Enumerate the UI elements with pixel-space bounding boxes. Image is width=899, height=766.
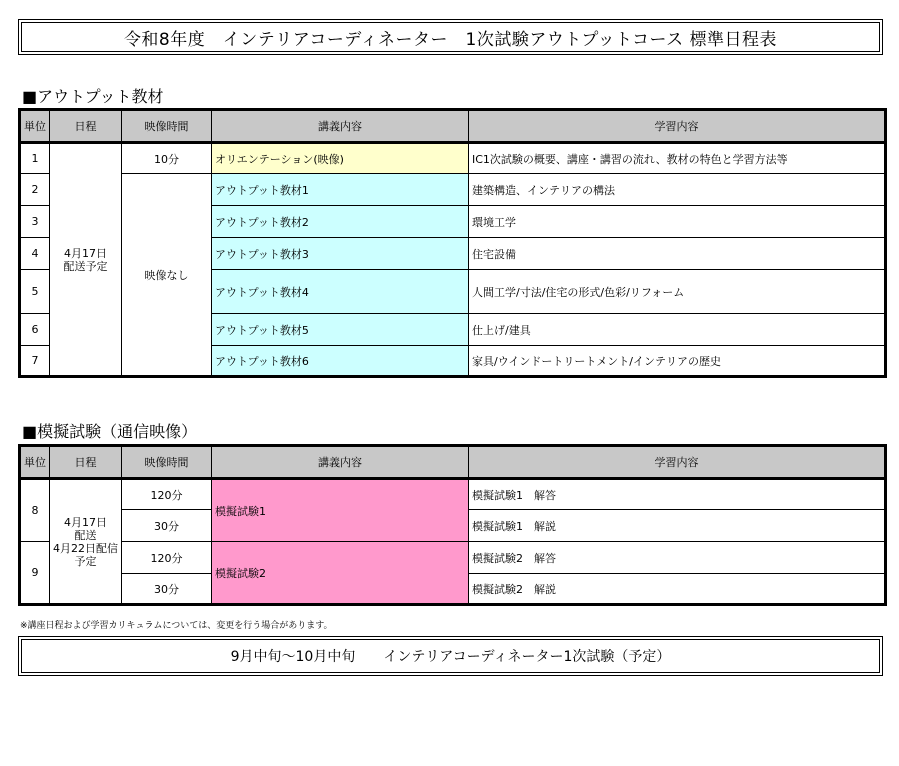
header-unit: 単位 <box>20 446 50 479</box>
schedule-cell <box>50 143 122 377</box>
unit-cell: 9 <box>20 542 50 605</box>
lecture-cell: 模擬試験2 <box>212 542 469 605</box>
content-cell: 人間工学/寸法/住宅の形式/色彩/リフォーム <box>469 270 886 314</box>
header-lecture: 講義内容 <box>212 446 469 479</box>
exam-period-footer: 9月中旬～10月中旬 インテリアコーディネーター1次試験（予定） <box>21 639 880 673</box>
content-cell: 環境工学 <box>469 206 886 238</box>
video-time-cell: 120分 <box>122 542 212 574</box>
unit-cell: 2 <box>20 174 50 206</box>
schedule-line: 4月17日 <box>64 246 107 260</box>
content-cell: 建築構造、インテリアの構法 <box>469 174 886 206</box>
footer-box <box>18 636 883 676</box>
table-row <box>20 174 886 206</box>
header-content: 学習内容 <box>469 110 886 143</box>
unit-cell: 6 <box>20 314 50 346</box>
section-heading-output: ■アウトプット教材 <box>22 87 164 106</box>
video-time-cell: 30分 <box>122 574 212 605</box>
unit-cell: 5 <box>20 270 50 314</box>
lecture-cell: 模擬試験1 <box>212 479 469 542</box>
header-video-time: 映像時間 <box>122 446 212 479</box>
content-cell: 模擬試験2 解説 <box>469 574 886 605</box>
video-time-cell: 30分 <box>122 510 212 542</box>
unit-cell: 1 <box>20 143 50 174</box>
unit-cell: 3 <box>20 206 50 238</box>
schedule-line: 予定 <box>74 554 97 568</box>
video-time-cell: 120分 <box>122 479 212 510</box>
content-cell: 模擬試験1 解答 <box>469 479 886 510</box>
lecture-cell: アウトプット教材4 <box>212 270 469 314</box>
output-materials-table <box>18 108 887 378</box>
section-heading-mock-exam: ■模擬試験（通信映像） <box>22 422 198 441</box>
lecture-cell: アウトプット教材6 <box>212 346 469 377</box>
content-cell: 仕上げ/建具 <box>469 314 886 346</box>
content-cell: 家具/ウインドートリートメント/インテリアの歴史 <box>469 346 886 377</box>
header-video-time: 映像時間 <box>122 110 212 143</box>
change-notice: ※講座日程および学習カリキュラムについては、変更を行う場合があります。 <box>20 621 333 631</box>
content-cell: IC1次試験の概要、講座・講習の流れ、教材の特色と学習方法等 <box>469 143 886 174</box>
table-row <box>20 143 886 174</box>
lecture-cell: アウトプット教材2 <box>212 206 469 238</box>
video-time-cell: 10分 <box>122 143 212 174</box>
header-content: 学習内容 <box>469 446 886 479</box>
content-cell: 模擬試験1 解説 <box>469 510 886 542</box>
header-schedule: 日程 <box>50 446 122 479</box>
header-schedule: 日程 <box>50 110 122 143</box>
lecture-cell: オリエンテーション(映像) <box>212 143 469 174</box>
schedule-line: 配送 <box>74 528 97 542</box>
content-cell: 住宅設備 <box>469 238 886 270</box>
video-time-cell: 映像なし <box>122 174 212 377</box>
unit-cell: 4 <box>20 238 50 270</box>
title-box <box>18 19 883 55</box>
mock-exam-table <box>18 444 887 606</box>
schedule-line: 4月22日配信 <box>53 541 118 555</box>
page-title: 令和8年度 インテリアコーディネーター 1次試験アウトプットコース 標準日程表 <box>21 22 880 52</box>
unit-cell: 7 <box>20 346 50 377</box>
lecture-cell: アウトプット教材3 <box>212 238 469 270</box>
table-row <box>20 479 886 510</box>
table-header-row <box>20 446 886 479</box>
unit-cell: 8 <box>20 479 50 542</box>
schedule-line: 4月17日 <box>64 515 107 529</box>
schedule-line: 配送予定 <box>63 259 108 273</box>
header-lecture: 講義内容 <box>212 110 469 143</box>
table-header-row <box>20 110 886 143</box>
header-unit: 単位 <box>20 110 50 143</box>
content-cell: 模擬試験2 解答 <box>469 542 886 574</box>
schedule-cell <box>50 479 122 605</box>
lecture-cell: アウトプット教材1 <box>212 174 469 206</box>
lecture-cell: アウトプット教材5 <box>212 314 469 346</box>
table-row <box>20 542 886 574</box>
